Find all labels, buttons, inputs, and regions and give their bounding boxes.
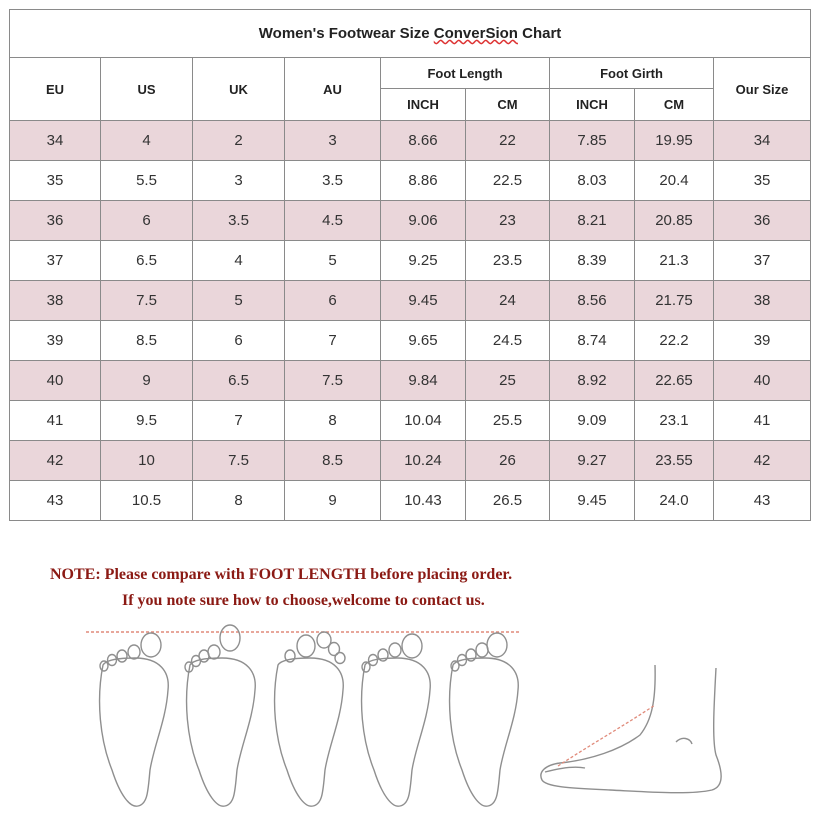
cell-length-cm: 25 [466, 361, 550, 401]
foot-side-view-icon [541, 665, 721, 793]
cell-uk: 3 [193, 161, 285, 201]
cell-eu: 34 [10, 121, 101, 161]
header-foot-girth: Foot Girth [550, 58, 714, 89]
cell-au: 7 [285, 321, 381, 361]
cell-girth-cm: 22.65 [635, 361, 714, 401]
cell-us: 9 [101, 361, 193, 401]
header-our-size: Our Size [714, 58, 811, 121]
cell-length-cm: 24 [466, 281, 550, 321]
note-line-1: NOTE: Please compare with FOOT LENGTH before placing order. [50, 566, 513, 583]
table-row [10, 241, 811, 281]
table-row [10, 441, 811, 481]
foot-outline-icon [275, 632, 345, 806]
foot-outline-icon [100, 633, 169, 806]
cell-length-cm: 22 [466, 121, 550, 161]
cell-au: 9 [285, 481, 381, 521]
foot-outline-icon [362, 634, 431, 806]
cell-au: 5 [285, 241, 381, 281]
cell-length-inch: 10.24 [381, 441, 466, 481]
cell-our-size: 38 [714, 281, 811, 321]
cell-uk: 5 [193, 281, 285, 321]
cell-girth-cm: 24.0 [635, 481, 714, 521]
foot-outline-icon [450, 633, 519, 806]
cell-us: 8.5 [101, 321, 193, 361]
cell-length-cm: 26 [466, 441, 550, 481]
cell-girth-cm: 20.85 [635, 201, 714, 241]
cell-length-inch: 8.66 [381, 121, 466, 161]
cell-eu: 42 [10, 441, 101, 481]
cell-length-inch: 9.45 [381, 281, 466, 321]
cell-girth-cm: 19.95 [635, 121, 714, 161]
cell-au: 8.5 [285, 441, 381, 481]
cell-uk: 4 [193, 241, 285, 281]
cell-us: 5.5 [101, 161, 193, 201]
cell-our-size: 37 [714, 241, 811, 281]
cell-au: 3.5 [285, 161, 381, 201]
cell-uk: 6.5 [193, 361, 285, 401]
note-line-2: If you note sure how to choose,welcome to contact us. [122, 592, 485, 609]
cell-eu: 35 [10, 161, 101, 201]
cell-length-inch: 10.04 [381, 401, 466, 441]
cell-length-inch: 9.84 [381, 361, 466, 401]
cell-au: 8 [285, 401, 381, 441]
cell-our-size: 34 [714, 121, 811, 161]
cell-uk: 3.5 [193, 201, 285, 241]
table-row [10, 161, 811, 201]
cell-our-size: 39 [714, 321, 811, 361]
cell-girth-inch: 8.21 [550, 201, 635, 241]
cell-girth-inch: 9.45 [550, 481, 635, 521]
cell-length-cm: 23 [466, 201, 550, 241]
header-length-cm: CM [466, 89, 550, 121]
cell-uk: 2 [193, 121, 285, 161]
cell-length-cm: 25.5 [466, 401, 550, 441]
cell-girth-inch: 7.85 [550, 121, 635, 161]
cell-us: 6.5 [101, 241, 193, 281]
header-eu: EU [10, 58, 101, 121]
cell-au: 4.5 [285, 201, 381, 241]
cell-our-size: 35 [714, 161, 811, 201]
table-row [10, 321, 811, 361]
cell-girth-inch: 8.39 [550, 241, 635, 281]
table-row [10, 361, 811, 401]
cell-girth-cm: 20.4 [635, 161, 714, 201]
cell-girth-inch: 8.56 [550, 281, 635, 321]
cell-eu: 39 [10, 321, 101, 361]
table-row [10, 121, 811, 161]
cell-girth-cm: 22.2 [635, 321, 714, 361]
cell-au: 7.5 [285, 361, 381, 401]
table-row [10, 401, 811, 441]
cell-eu: 37 [10, 241, 101, 281]
header-au: AU [285, 58, 381, 121]
cell-eu: 38 [10, 281, 101, 321]
cell-us: 9.5 [101, 401, 193, 441]
table-row [10, 281, 811, 321]
cell-uk: 8 [193, 481, 285, 521]
cell-length-inch: 10.43 [381, 481, 466, 521]
header-uk: UK [193, 58, 285, 121]
header-length-inch: INCH [381, 89, 466, 121]
table-row [10, 201, 811, 241]
cell-our-size: 36 [714, 201, 811, 241]
cell-length-cm: 24.5 [466, 321, 550, 361]
header-us: US [101, 58, 193, 121]
cell-us: 7.5 [101, 281, 193, 321]
cell-girth-inch: 8.03 [550, 161, 635, 201]
cell-girth-cm: 21.75 [635, 281, 714, 321]
cell-length-inch: 8.86 [381, 161, 466, 201]
cell-length-inch: 9.06 [381, 201, 466, 241]
cell-eu: 40 [10, 361, 101, 401]
cell-length-inch: 9.25 [381, 241, 466, 281]
title-part-3: Chart [517, 25, 562, 42]
title-part-1: Women's Footwear Size [258, 25, 434, 42]
cell-au: 3 [285, 121, 381, 161]
chart-title [10, 10, 811, 58]
cell-uk: 7.5 [193, 441, 285, 481]
cell-girth-inch: 8.92 [550, 361, 635, 401]
cell-length-cm: 26.5 [466, 481, 550, 521]
foot-outline-icon [185, 625, 255, 806]
header-foot-length: Foot Length [381, 58, 550, 89]
cell-our-size: 40 [714, 361, 811, 401]
cell-girth-cm: 21.3 [635, 241, 714, 281]
cell-us: 6 [101, 201, 193, 241]
cell-eu: 41 [10, 401, 101, 441]
cell-uk: 6 [193, 321, 285, 361]
cell-length-inch: 9.65 [381, 321, 466, 361]
header-girth-cm: CM [635, 89, 714, 121]
cell-us: 10 [101, 441, 193, 481]
cell-eu: 36 [10, 201, 101, 241]
cell-girth-inch: 9.09 [550, 401, 635, 441]
title-part-2: ConverSion [433, 25, 518, 42]
cell-length-cm: 22.5 [466, 161, 550, 201]
cell-girth-cm: 23.55 [635, 441, 714, 481]
cell-girth-inch: 9.27 [550, 441, 635, 481]
cell-our-size: 43 [714, 481, 811, 521]
foot-illustration [0, 610, 820, 820]
cell-au: 6 [285, 281, 381, 321]
cell-uk: 7 [193, 401, 285, 441]
cell-us: 10.5 [101, 481, 193, 521]
table-row [10, 481, 811, 521]
cell-our-size: 42 [714, 441, 811, 481]
cell-girth-inch: 8.74 [550, 321, 635, 361]
cell-us: 4 [101, 121, 193, 161]
cell-girth-cm: 23.1 [635, 401, 714, 441]
header-girth-inch: INCH [550, 89, 635, 121]
cell-length-cm: 23.5 [466, 241, 550, 281]
cell-eu: 43 [10, 481, 101, 521]
cell-our-size: 41 [714, 401, 811, 441]
size-conversion-table [9, 9, 811, 521]
